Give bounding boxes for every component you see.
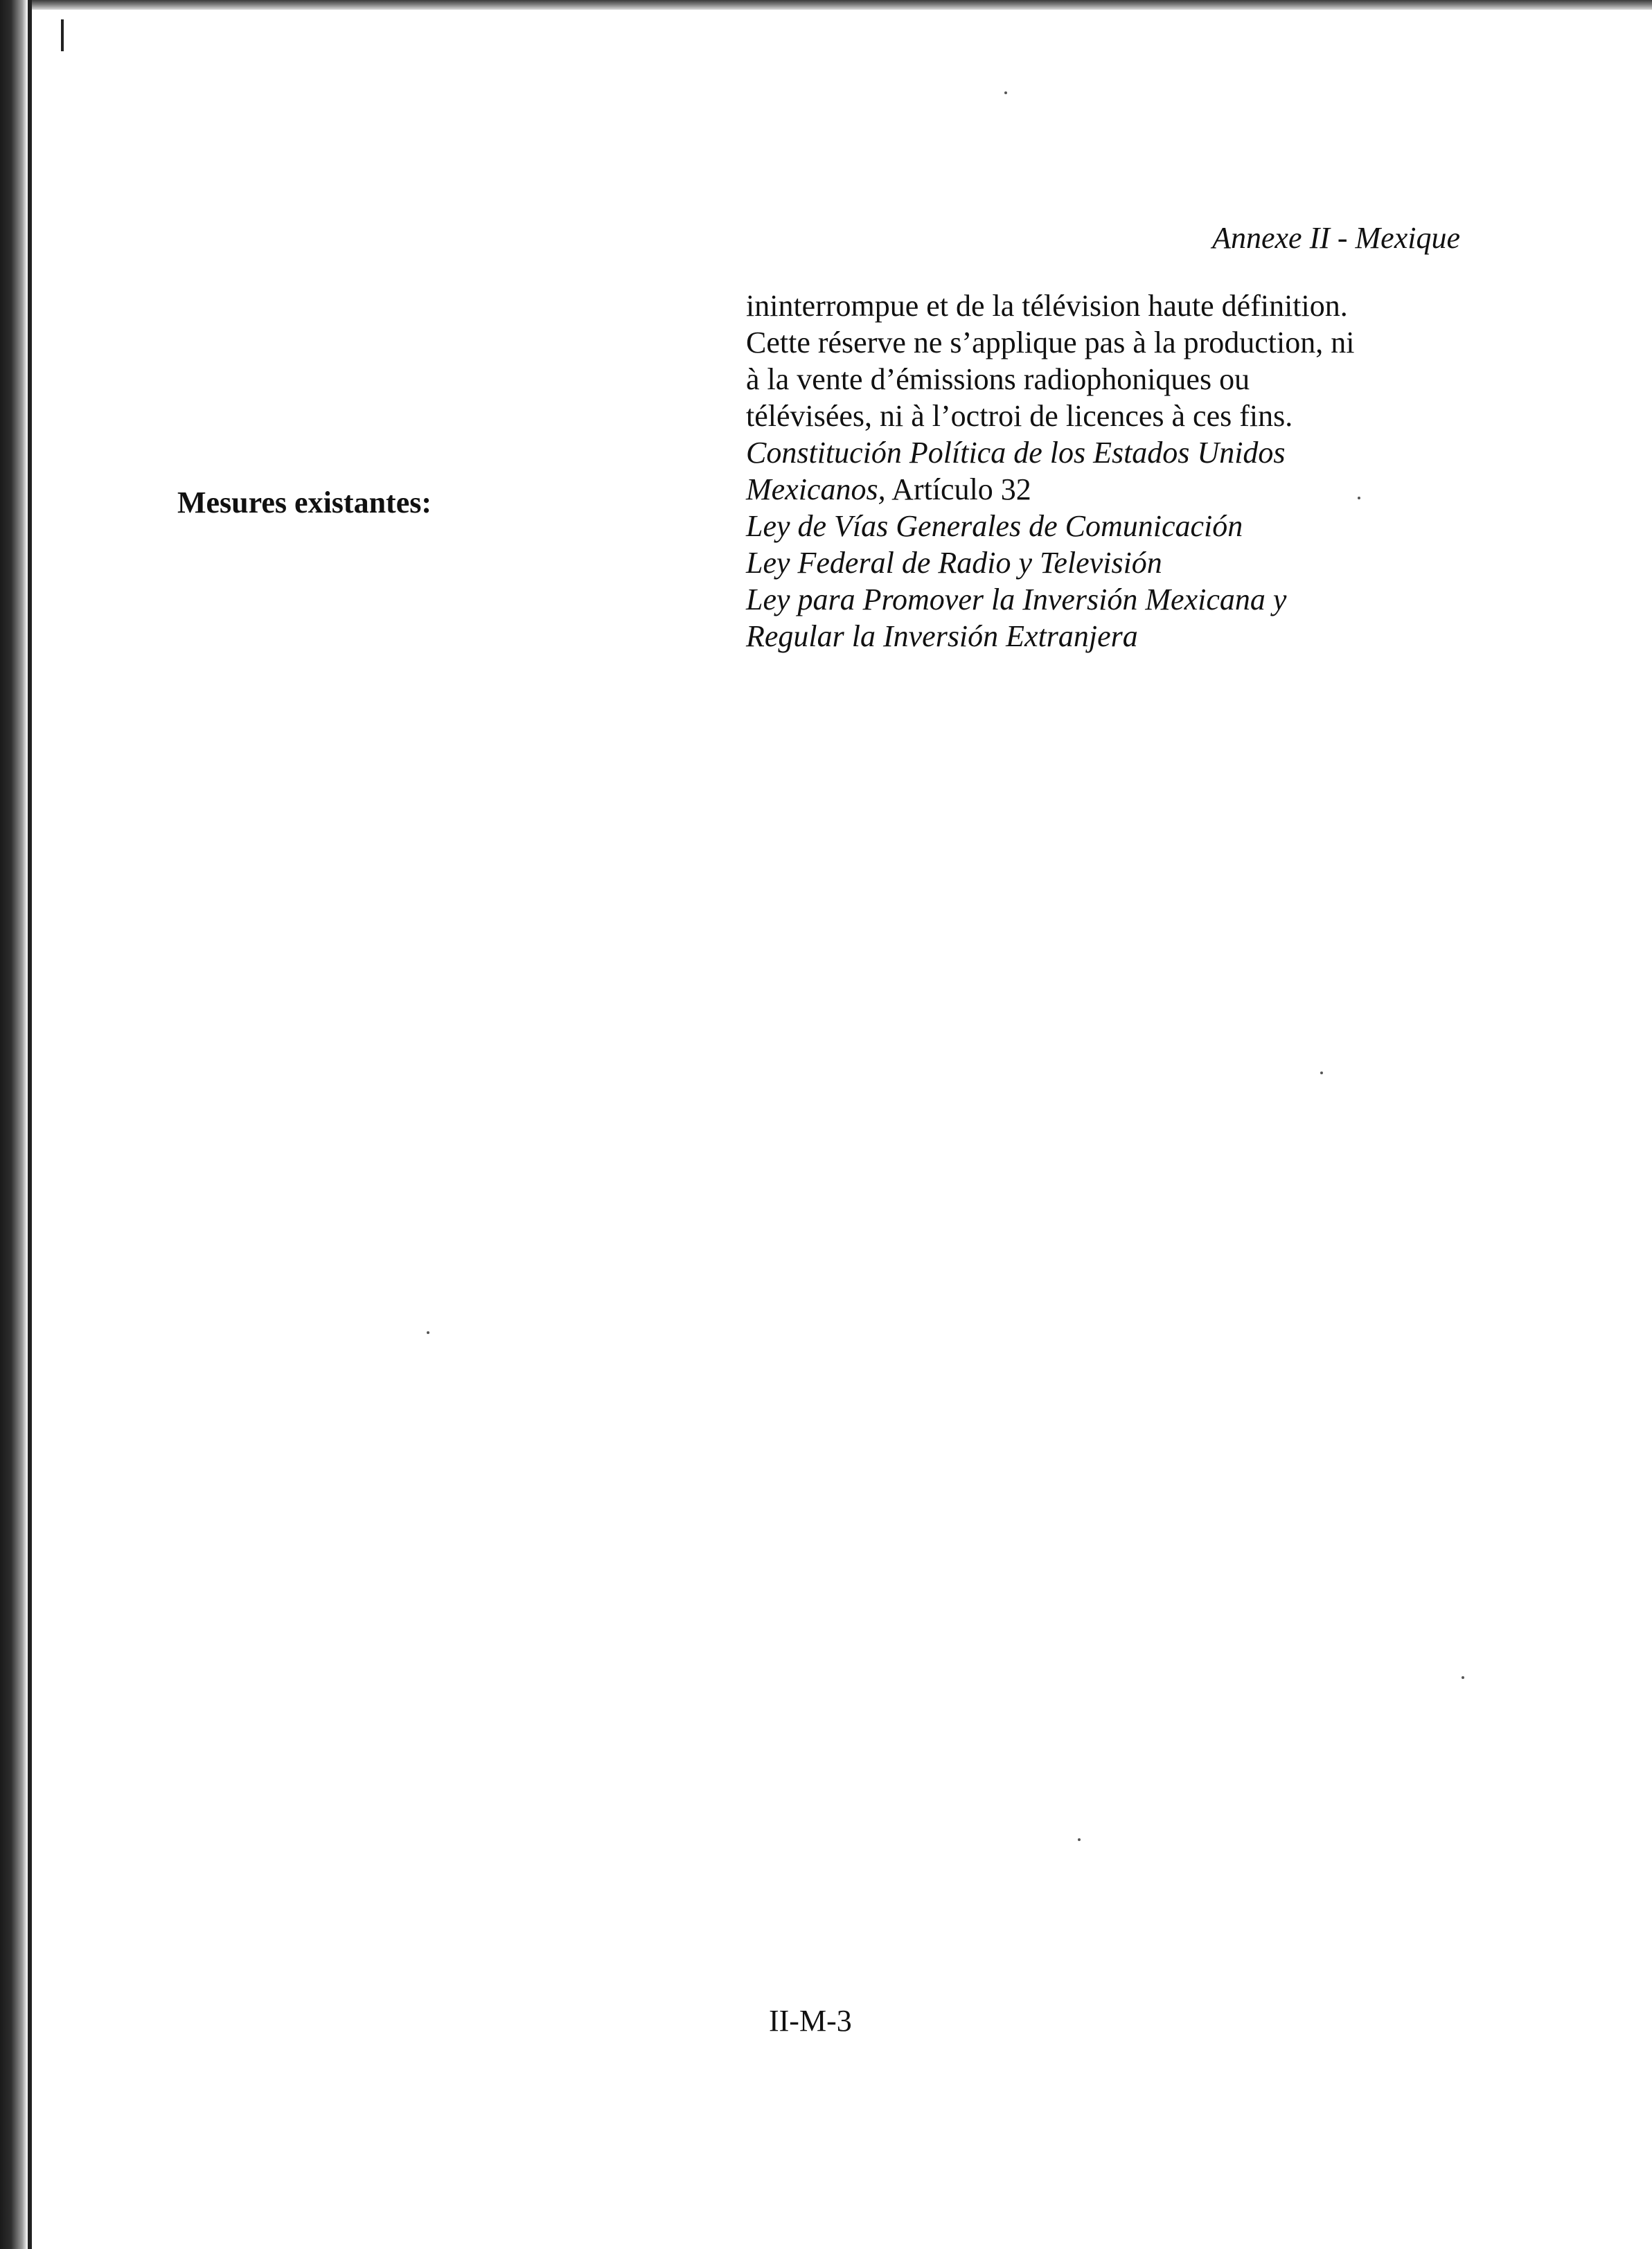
measure-title: Ley para Promover la Inversión Mexicana y: [746, 583, 1287, 616]
measure-title: Ley Federal de Radio y Televisión: [746, 546, 1162, 580]
scan-speck: [427, 1331, 429, 1334]
continuation-line: ininterrompue et de la télévision haute définition.: [746, 289, 1348, 323]
scan-speck: [1078, 1838, 1081, 1841]
scan-speck: [1320, 1072, 1323, 1074]
annex-header: Annexe II - Mexique: [1212, 221, 1460, 255]
scan-binding-line: [28, 0, 32, 2249]
measure-item-radio-television: [746, 544, 1494, 581]
continuation-paragraph: [746, 287, 1494, 434]
scan-corner-mark: [61, 19, 64, 51]
measure-title: Constitución Política de los Estados Unidos: [746, 436, 1286, 470]
measure-title: Ley de Vías Generales de Comunicación: [746, 509, 1243, 543]
page-number: II-M-3: [769, 2004, 852, 2038]
continuation-line: télévisées, ni à l’octroi de licences à ces fins.: [746, 399, 1293, 433]
continuation-line: à la vente d’émissions radiophoniques ou: [746, 362, 1250, 396]
scan-top-edge: [0, 0, 1652, 10]
continuation-line: Cette réserve ne s’applique pas à la production, ni: [746, 326, 1355, 359]
measure-item-constitution: [746, 434, 1494, 508]
scan-speck: [1004, 91, 1007, 94]
measure-item-inversion: [746, 581, 1494, 655]
measure-title-italic: Mexicanos,: [746, 472, 886, 506]
body-column: [746, 287, 1494, 655]
measure-title-continued: Regular la Inversión Extranjera: [746, 619, 1138, 653]
measure-item-vias-generales: [746, 508, 1494, 544]
measure-article: Artículo 32: [885, 472, 1031, 506]
scan-left-edge: [0, 0, 28, 2249]
scan-speck: [1462, 1676, 1464, 1679]
existing-measures-label: Mesures existantes:: [177, 486, 432, 519]
measure-title-continued: [746, 471, 1494, 508]
